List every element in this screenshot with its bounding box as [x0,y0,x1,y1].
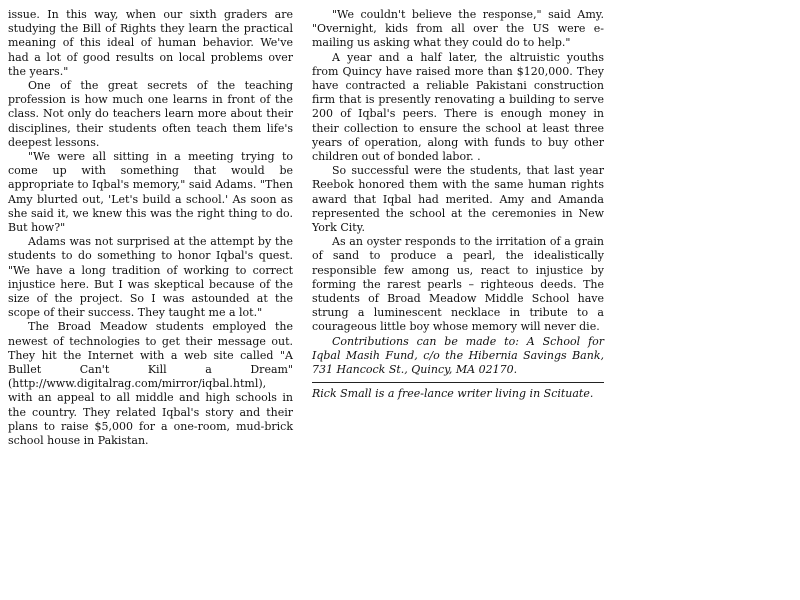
right-column [312,8,604,401]
contributions-note: Contributions can be made to: A School for Iqbal Masih Fund, c/o the Hibernia Savings Bank, 731 Hancock St., Quincy, MA 02170. [312,334,604,377]
paragraph: A year and a half later, the altruistic youths from Quincy have raised more than $120,000. They have contracted a reliable Pakistani construction firm that is presently renovating a building to serve 200 of Iqbal's peers. There is enough money in their collection to ensure the school at least three years of operation, along with funds to buy other children out of bonded labor. . [312,50,604,164]
paragraph: issue. In this way, when our sixth graders are studying the Bill of Rights they learn the practical meaning of this ideal of human behavior. We've had a lot of good results on local problems over the years." [8,8,293,78]
paragraph: So successful were the students, that last year Reebok honored them with the same human rights award that Iqbal had merited. Amy and Amanda represented the school at the ceremonies in New York City. [312,164,604,235]
paragraph: The Broad Meadow students employed the newest of technologies to get their message out. They hit the Internet with a web site called "A Bullet Can't Kill a Dream" (http://www.digitalrag.com/mirror/iqbal.html), with an appeal to all middle and high schools in the country. They related Iqbal's story and their plans to raise $5,000 for a one-room, mud-brick school house in Pakistan. [8,320,293,448]
left-column [8,8,293,448]
paragraph: Adams was not surprised at the attempt by the students to do something to honor Iqbal's quest. "We have a long tradition of working to correct injustice here. But I was skeptical because of the size of the project. So I was astounded at the scope of their success. They taught me a lot." [8,235,293,320]
paragraph: "We were all sitting in a meeting trying to come up with something that would be appropriate to Iqbal's memory," said Adams. "Then Amy blurted out, 'Let's build a school.' As soon as she said it, we knew this was the right thing to do. But how?" [8,150,293,235]
paragraph: One of the great secrets of the teaching profession is how much one learns in front of the class. Not only do teachers learn more about their disciplines, their students often teach them life's deepest lessons. [8,79,293,149]
divider-rule [312,382,604,383]
paragraph: "We couldn't believe the response," said Amy. "Overnight, kids from all over the US were e-mailing us asking what they could do to help." [312,8,604,50]
paragraph: As an oyster responds to the irritation of a grain of sand to produce a pearl, the idealistically responsible few among us, react to injustice by forming the rarest pearls – righteous deeds. The students of Broad Meadow Middle School have strung a luminescent necklace in tribute to a courageous little boy whose memory will never die. [312,235,604,334]
author-byline: Rick Small is a free-lance writer living in Scituate. [312,387,594,401]
